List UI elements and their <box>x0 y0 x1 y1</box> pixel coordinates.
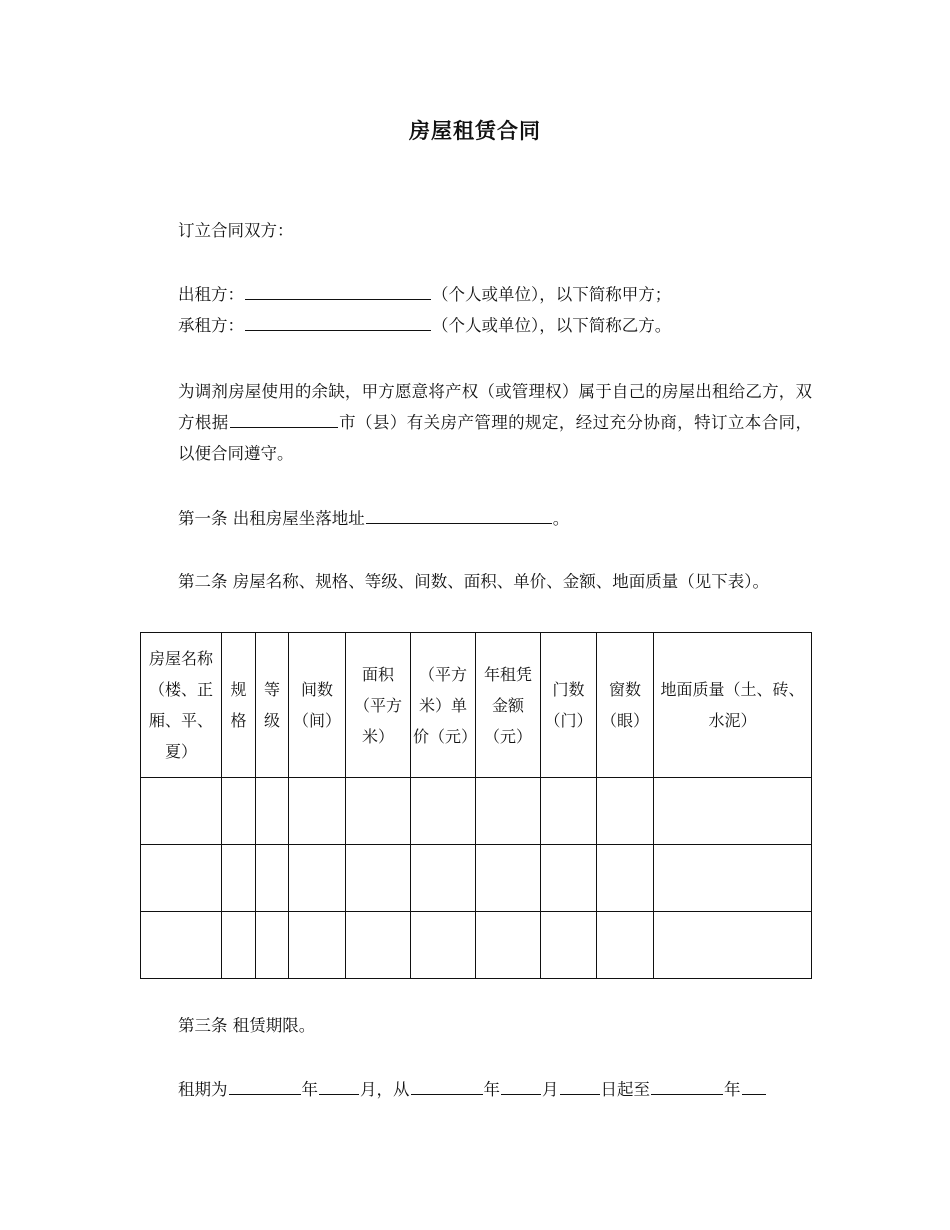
header-rooms: 间数（间） <box>289 633 346 778</box>
table-cell[interactable] <box>597 912 654 979</box>
table-cell[interactable] <box>222 845 256 912</box>
table-row <box>141 778 812 845</box>
start-year-label: 年 <box>483 1080 500 1099</box>
lessor-name-blank[interactable] <box>245 281 431 300</box>
table-cell[interactable] <box>222 912 256 979</box>
lessor-line <box>140 279 812 310</box>
table-cell[interactable] <box>141 845 222 912</box>
lessee-label: 承租方： <box>178 316 244 335</box>
table-cell[interactable] <box>476 845 541 912</box>
lessee-suffix: （个人或单位），以下简称乙方。 <box>432 316 672 335</box>
header-grade: 等级 <box>256 633 289 778</box>
header-annual-rent: 年租凭金额（元） <box>476 633 541 778</box>
table-cell[interactable] <box>541 912 597 979</box>
start-month-label: 月 <box>542 1080 559 1099</box>
table-cell[interactable] <box>541 778 597 845</box>
preamble-part1: 为调剂房屋使用的余缺，甲方愿意将产权（或管理权）属于自己的房屋出租给乙方，双方根据 <box>178 382 812 432</box>
table-cell[interactable] <box>346 778 411 845</box>
article1-line <box>140 503 812 534</box>
table-cell[interactable] <box>346 845 411 912</box>
preamble-part2: 市（县）有关房产管理的规定，经过充分协商，特订立本合同，以便合同遵守。 <box>178 413 813 463</box>
header-area: 面积（平方米） <box>346 633 411 778</box>
article3-line: 第三条 租赁期限。 <box>178 1016 316 1035</box>
table-cell[interactable] <box>346 912 411 979</box>
end-year-blank[interactable] <box>651 1076 723 1095</box>
table-cell[interactable] <box>541 845 597 912</box>
header-windows: 窗数（眼） <box>597 633 654 778</box>
table-cell[interactable] <box>654 778 812 845</box>
table-cell[interactable] <box>597 778 654 845</box>
lessor-label: 出租方： <box>178 285 244 304</box>
table-cell[interactable] <box>654 845 812 912</box>
table-cell[interactable] <box>256 845 289 912</box>
end-month-blank[interactable] <box>742 1076 766 1095</box>
lessor-suffix: （个人或单位），以下简称甲方； <box>432 285 672 304</box>
address-blank[interactable] <box>366 505 552 524</box>
table-cell[interactable] <box>476 912 541 979</box>
table-cell[interactable] <box>597 845 654 912</box>
table-cell[interactable] <box>256 912 289 979</box>
table-header-row <box>141 633 812 778</box>
article1-end: 。 <box>552 509 570 528</box>
table-cell[interactable] <box>411 845 476 912</box>
term-prefix: 租期为 <box>178 1080 228 1099</box>
header-spec: 规格 <box>222 633 256 778</box>
document-title: 房屋租赁合同 <box>409 119 541 143</box>
term-years-blank[interactable] <box>229 1076 301 1095</box>
start-year-blank[interactable] <box>411 1076 483 1095</box>
start-day-blank[interactable] <box>560 1076 600 1095</box>
table-cell[interactable] <box>222 778 256 845</box>
end-year-label: 年 <box>724 1080 741 1099</box>
table-row <box>141 845 812 912</box>
table-cell[interactable] <box>256 778 289 845</box>
term-year-label: 年 <box>301 1080 318 1099</box>
table-cell[interactable] <box>654 912 812 979</box>
table-cell[interactable] <box>141 778 222 845</box>
start-day-label: 日起至 <box>600 1080 650 1099</box>
table-cell[interactable] <box>289 912 346 979</box>
table-cell[interactable] <box>141 912 222 979</box>
header-unit-price: （平方米）单价（元） <box>411 633 476 778</box>
preamble-paragraph <box>140 376 812 469</box>
article2-line: 第二条 房屋名称、规格、等级、间数、面积、单价、金额、地面质量（见下表）。 <box>178 572 769 591</box>
term-from: ，从 <box>376 1080 410 1099</box>
table-cell[interactable] <box>289 845 346 912</box>
term-month-label: 月 <box>360 1080 377 1099</box>
table-row <box>141 912 812 979</box>
table-cell[interactable] <box>411 778 476 845</box>
header-floor-quality: 地面质量（土、砖、水泥） <box>654 633 812 778</box>
lessee-line <box>140 310 812 341</box>
city-blank[interactable] <box>230 409 338 428</box>
term-months-blank[interactable] <box>319 1076 359 1095</box>
article1-text: 第一条 出租房屋坐落地址 <box>178 509 365 528</box>
header-doors: 门数（门） <box>541 633 597 778</box>
start-month-blank[interactable] <box>501 1076 541 1095</box>
lessee-name-blank[interactable] <box>245 312 431 331</box>
table-cell[interactable] <box>411 912 476 979</box>
property-table <box>140 632 812 979</box>
term-line <box>140 1074 812 1105</box>
parties-intro: 订立合同双方： <box>178 221 294 240</box>
header-property-name: 房屋名称（楼、正厢、平、夏） <box>141 633 222 778</box>
table-cell[interactable] <box>476 778 541 845</box>
table-cell[interactable] <box>289 778 346 845</box>
